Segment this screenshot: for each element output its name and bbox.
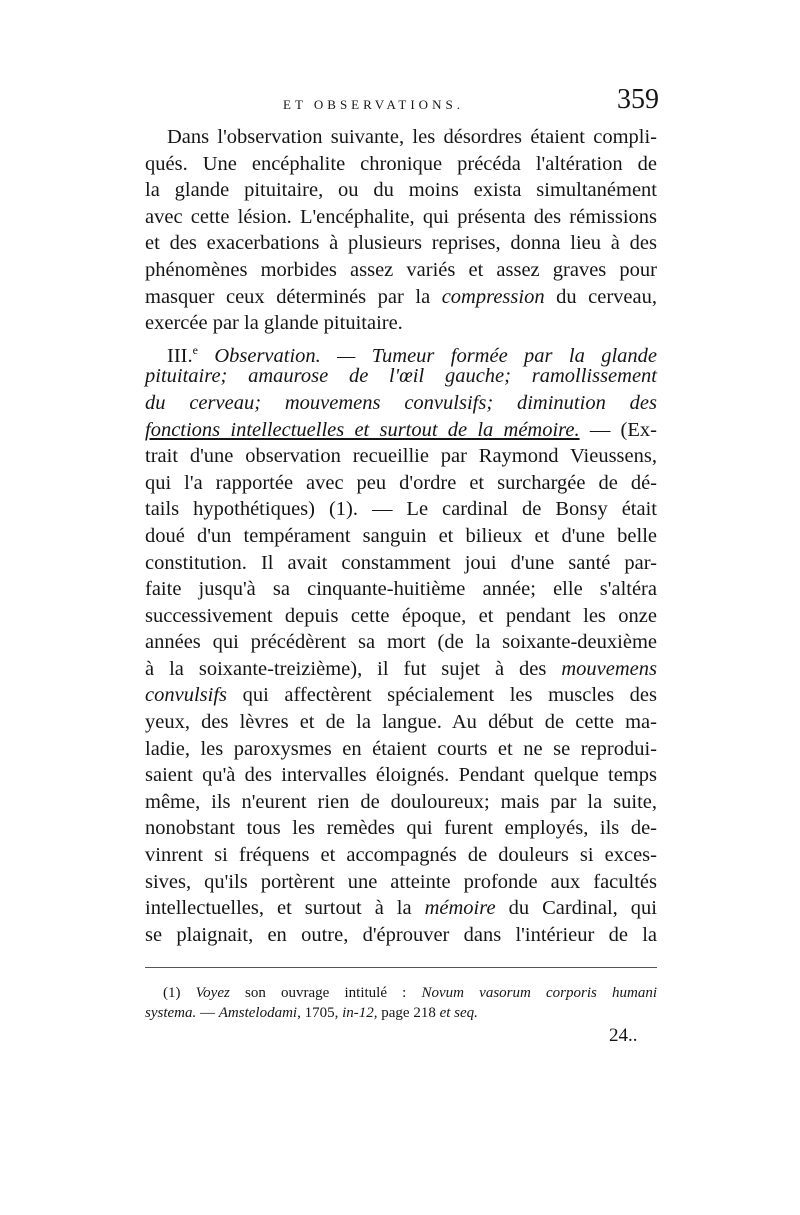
footnote-place: Amstelodami	[218, 1005, 298, 1021]
text-span: —	[200, 1005, 215, 1021]
text-line: avec cette lésion. L'encéphalite, qui présenta des rémissions	[145, 205, 657, 228]
text-line: yeux, des lèvres et de la langue. Au début de cette ma-	[145, 711, 657, 734]
footnote-seq: et seq.	[439, 1005, 478, 1021]
page-number: 359	[617, 84, 659, 115]
text-line: phénomènes morbides assez variés et assez graves pour	[145, 258, 657, 281]
text-span: intellectuelles, et surtout à la	[145, 897, 412, 920]
text-line: saient qu'à des intervalles éloignés. Pendant quelque temps	[145, 764, 657, 787]
text-line	[145, 284, 657, 311]
text-line: sives, qu'ils portèrent une atteinte profonde aux facultés	[145, 870, 657, 893]
emphasis-convulsifs: convulsifs	[145, 684, 227, 707]
text-span: — (Ex-	[579, 418, 657, 441]
observation-title: Observation. — Tumeur formée par la glande	[214, 344, 658, 367]
footnote-line	[145, 983, 657, 1003]
text-line	[145, 895, 657, 922]
emphasis-mouvemens: mouvemens	[561, 657, 657, 680]
text-span: qui affectèrent spécialement les muscles des	[242, 684, 658, 707]
text-span: son ouvrage intitulé :	[245, 985, 407, 1001]
text-line: trait d'une observation recueillie par Raymond Vieussens,	[145, 445, 657, 468]
text-line: successivement depuis cette époque, et pendant les onze	[145, 604, 657, 627]
text-line: se plaignait, en outre, d'éprouver dans l'intérieur de la	[145, 923, 657, 946]
text-span: , 1705,	[297, 1005, 339, 1021]
footnote-format: in-12	[342, 1005, 374, 1021]
emphasis-memoire: mémoire	[424, 897, 496, 920]
text-line: constitution. Il avait constamment joui d'une santé par-	[145, 551, 657, 574]
text-line: qués. Une encéphalite chronique précéda l'altération de	[145, 152, 657, 175]
text-span: masquer ceux déterminés par la	[145, 285, 431, 308]
text-line: Dans l'observation suivante, les désordres étaient compli-	[167, 126, 657, 148]
text-line: et des exacerbations à plusieurs reprises, donna lieu à des	[145, 232, 657, 255]
observation-title-end: fonctions intellectuelles et surtout de la mémoire.	[145, 418, 580, 441]
running-title: ET OBSERVATIONS.	[283, 97, 464, 112]
text-span: à la soixante-treizième), il fut sujet à des	[145, 657, 547, 680]
footnote-voyez: Voyez	[195, 985, 230, 1001]
observation-title-line: du cerveau; mouvemens convulsifs; diminution des	[145, 391, 657, 414]
text-span: , page 218	[373, 1005, 436, 1021]
text-line: faite jusqu'à sa cinquante-huitième année; elle s'altéra	[145, 578, 657, 601]
text-line	[145, 656, 657, 683]
text-line: nonobstant tous les remèdes qui furent employés, ils de-	[145, 817, 657, 840]
footnote-rule	[145, 967, 657, 968]
footnote-title: systema.	[145, 1005, 197, 1021]
main-text	[145, 124, 657, 948]
observation-title-line: pituitaire; amaurose de l'œil gauche; ramollissement	[145, 365, 657, 388]
text-line: la glande pituitaire, ou du moins exista simultanément	[145, 179, 657, 202]
text-line	[145, 682, 657, 709]
text-line: doué d'un tempérament sanguin et bilieux et d'une belle	[145, 524, 657, 547]
text-line: même, ils n'eurent rien de douloureux; mais par la suite,	[145, 790, 657, 813]
observation-number-sup: e	[192, 342, 198, 357]
emphasis-compression: compression	[441, 285, 545, 308]
signature-mark: 24..	[609, 1025, 638, 1046]
text-line: années qui précédèrent sa mort (de la soixante-deuxième	[145, 631, 657, 654]
text-span: du cerveau,	[556, 285, 657, 308]
text-line: vinrent si fréquens et accompagnés de douleurs si exces-	[145, 844, 657, 867]
observation-heading-line	[145, 337, 658, 367]
text-line: qui l'a rapportée avec peu d'ordre et surchargée de dé-	[145, 471, 657, 494]
text-line: tails hypothétiques) (1). — Le cardinal de Bonsy était	[145, 498, 657, 521]
footnote-marker: (1)	[163, 985, 181, 1001]
text-line: exercée par la glande pituitaire.	[145, 312, 403, 335]
observation-title-line	[145, 417, 657, 444]
observation-number: III.	[167, 344, 193, 367]
footnote	[145, 983, 657, 1023]
footnote-line	[145, 1003, 657, 1023]
text-span: du Cardinal, qui	[508, 897, 657, 920]
text-line: ladie, les paroxysmes en étaient courts et ne se reprodui-	[145, 737, 657, 760]
footnote-title: Novum vasorum corporis humani	[421, 985, 658, 1001]
